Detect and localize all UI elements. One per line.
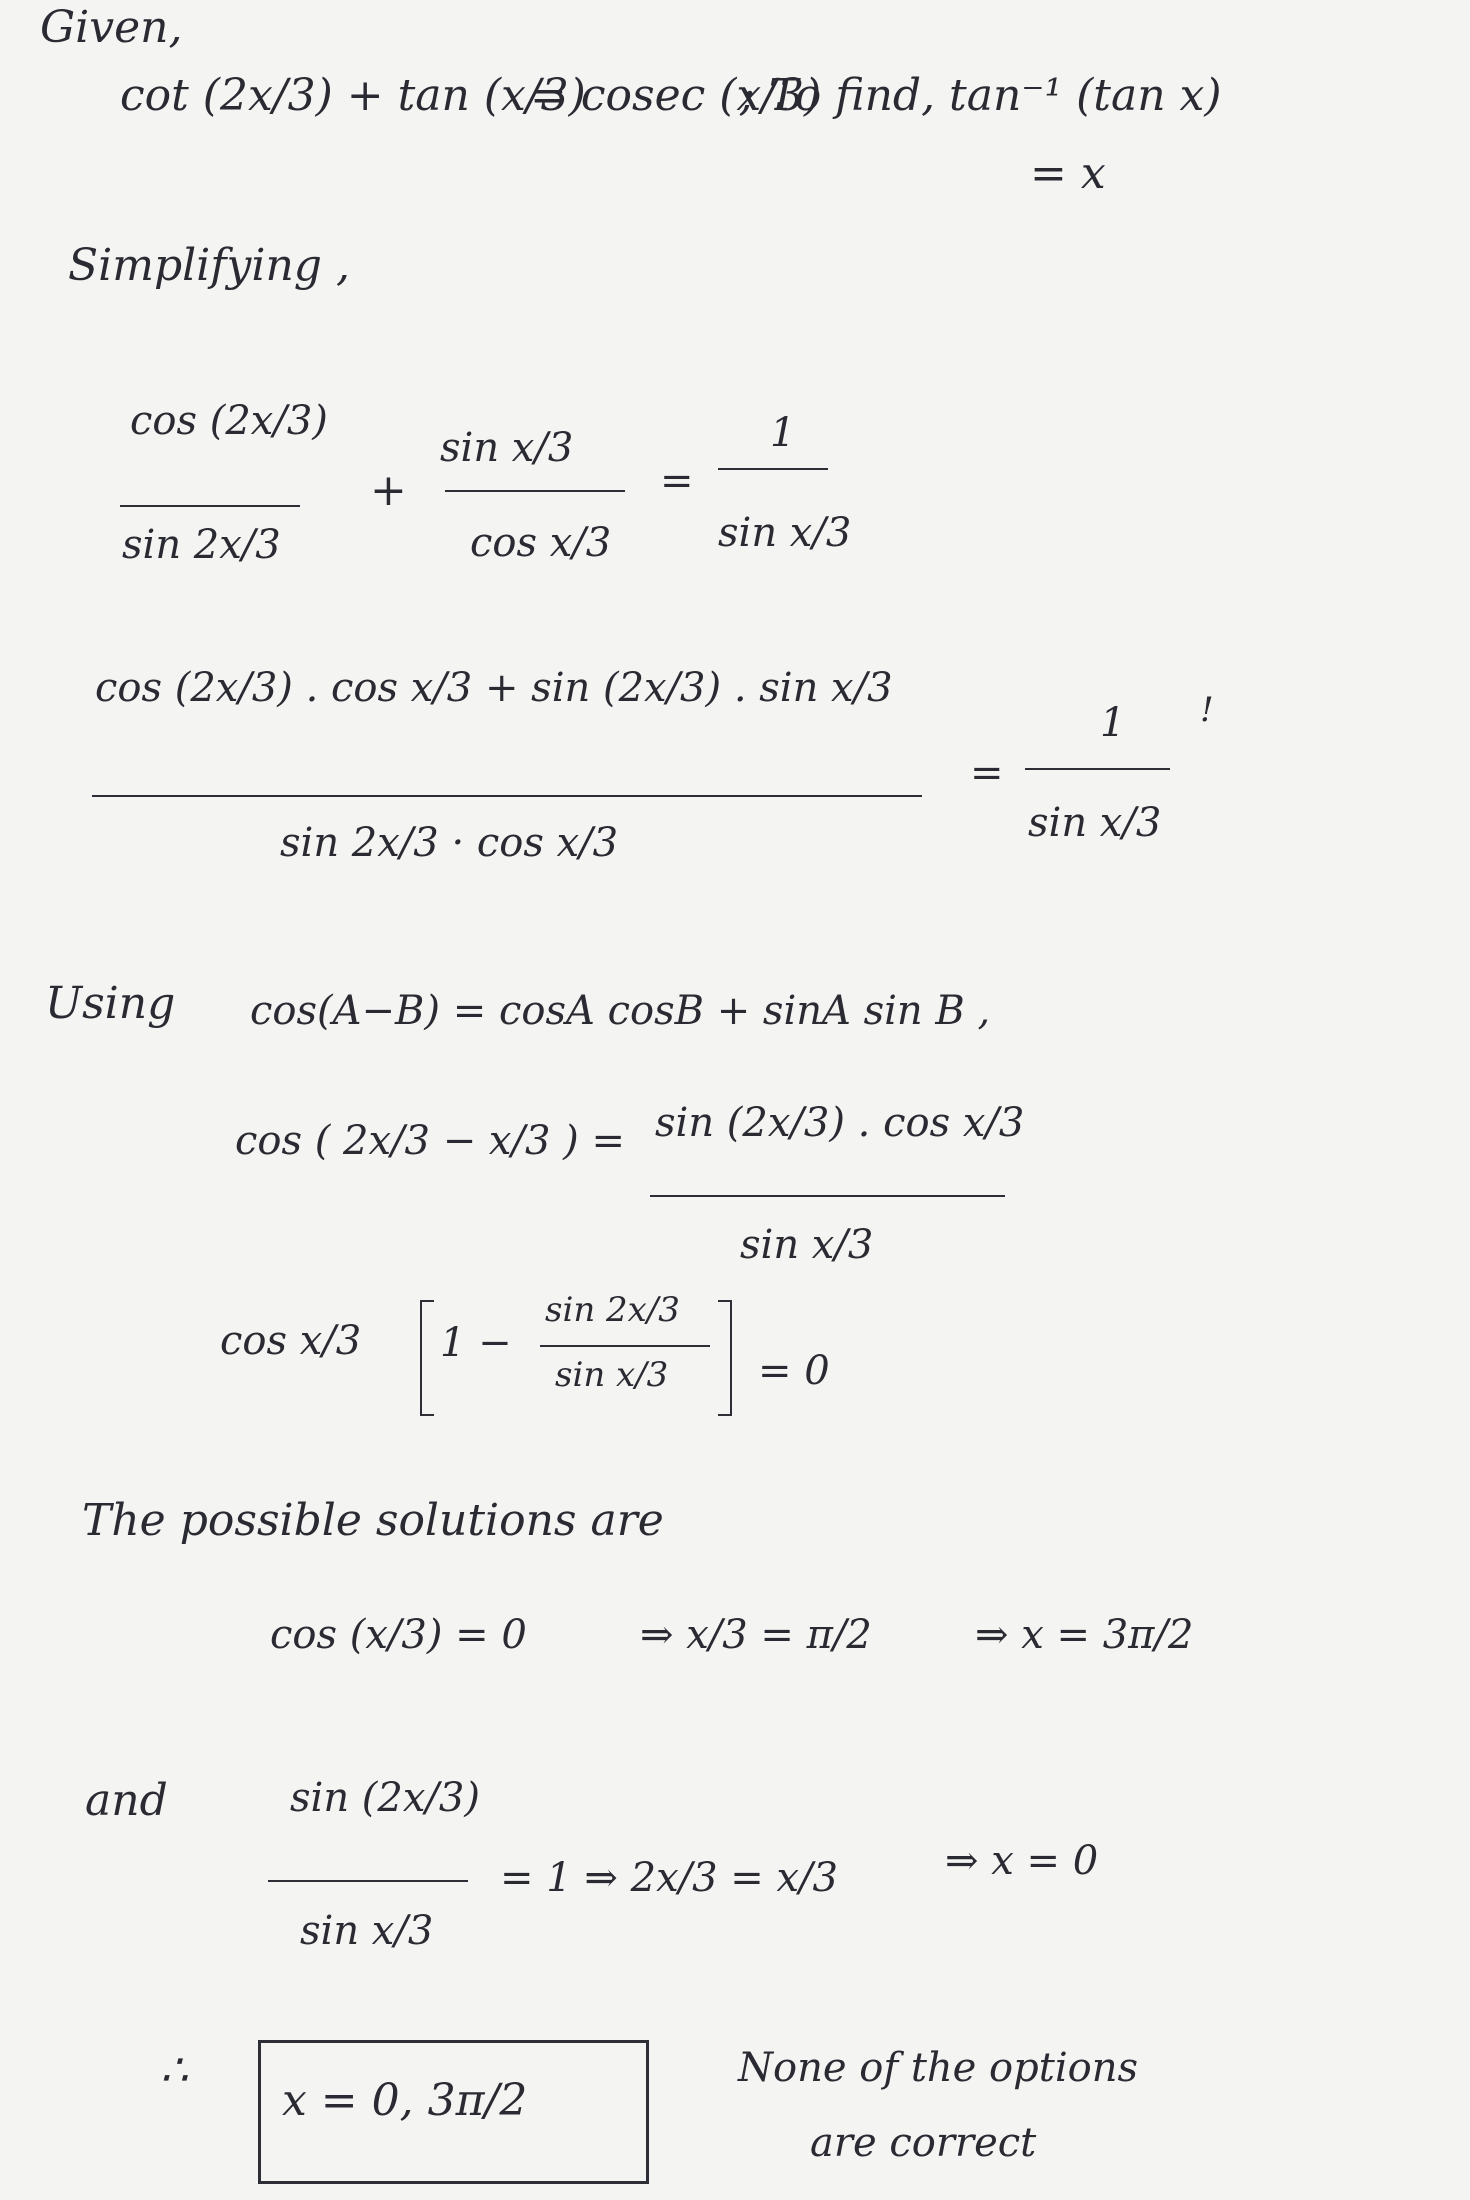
step2-rhs-denominator: sin x/3: [1028, 800, 1162, 846]
step4-fraction-bar: [540, 1345, 710, 1347]
using-label: Using: [45, 978, 176, 1029]
step1-numerator-1: cos (2x/3): [130, 398, 328, 444]
step4-factor: cos x/3: [220, 1318, 362, 1364]
right-bracket: [718, 1300, 732, 1416]
step4-one-minus: 1 −: [440, 1320, 512, 1366]
therefore-symbol: ∴: [160, 2045, 188, 2096]
step2-numerator: cos (2x/3) . cos x/3 + sin (2x/3) . sin x/3: [95, 665, 893, 711]
solution1-equation: cos (x/3) = 0: [270, 1612, 527, 1658]
simplifying-label: Simplifying ,: [68, 240, 350, 291]
and-label: and: [85, 1775, 168, 1826]
step2-denominator: sin 2x/3 · cos x/3: [280, 820, 619, 866]
solutions-label: The possible solutions are: [82, 1495, 664, 1546]
given-label: Given,: [40, 2, 183, 53]
step4-rhs: = 0: [758, 1348, 830, 1394]
step1-equals: =: [660, 458, 694, 504]
step1-fraction-bar-3: [718, 468, 828, 470]
step1-plus: +: [370, 465, 407, 516]
step1-denominator-2: cos x/3: [470, 520, 612, 566]
step3-fraction-bar: [650, 1195, 1005, 1197]
step2-fraction-bar: [92, 795, 922, 797]
step2-equals: =: [970, 750, 1004, 796]
stray-mark: !: [1200, 690, 1214, 730]
step2-rhs-fraction-bar: [1025, 768, 1170, 770]
identity-cos-difference: cos(A−B) = cosA cosB + sinA sin B ,: [250, 988, 991, 1034]
step1-numerator-2: sin x/3: [440, 425, 574, 471]
solution2-numerator: sin (2x/3): [290, 1775, 480, 1821]
step1-denominator-3: sin x/3: [718, 510, 852, 556]
solution2-result: ⇒ x = 0: [945, 1838, 1099, 1884]
solution2-fraction-bar: [268, 1880, 468, 1882]
solution2-equation: = 1 ⇒ 2x/3 = x/3: [500, 1855, 838, 1901]
step4-denominator: sin x/3: [555, 1355, 669, 1395]
final-answer: x = 0, 3π/2: [282, 2075, 528, 2126]
step3-lhs: cos ( 2x/3 − x/3 ) =: [235, 1118, 625, 1164]
step3-numerator: sin (2x/3) . cos x/3: [655, 1100, 1025, 1146]
step1-numerator-3: 1: [770, 410, 796, 456]
step4-numerator: sin 2x/3: [545, 1290, 680, 1330]
to-find-expression: ; To find, tan⁻¹ (tan x): [740, 70, 1222, 121]
step1-denominator-1: sin 2x/3: [122, 522, 281, 568]
to-find-result: = x: [1030, 148, 1106, 199]
given-equation-rhs: = cosec (x/3): [530, 70, 822, 121]
solution2-denominator: sin x/3: [300, 1908, 434, 1954]
solution1-implication: ⇒ x/3 = π/2: [640, 1612, 872, 1658]
step3-denominator: sin x/3: [740, 1222, 874, 1268]
note-line-1: None of the options: [738, 2045, 1138, 2091]
step2-rhs-numerator: 1: [1100, 700, 1126, 746]
solution1-result: ⇒ x = 3π/2: [975, 1612, 1194, 1658]
step1-fraction-bar-2: [445, 490, 625, 492]
given-equation-lhs: cot (2x/3) + tan (x/3): [120, 70, 586, 121]
note-line-2: are correct: [810, 2120, 1037, 2166]
step1-fraction-bar-1: [120, 505, 300, 507]
left-bracket: [420, 1300, 434, 1416]
